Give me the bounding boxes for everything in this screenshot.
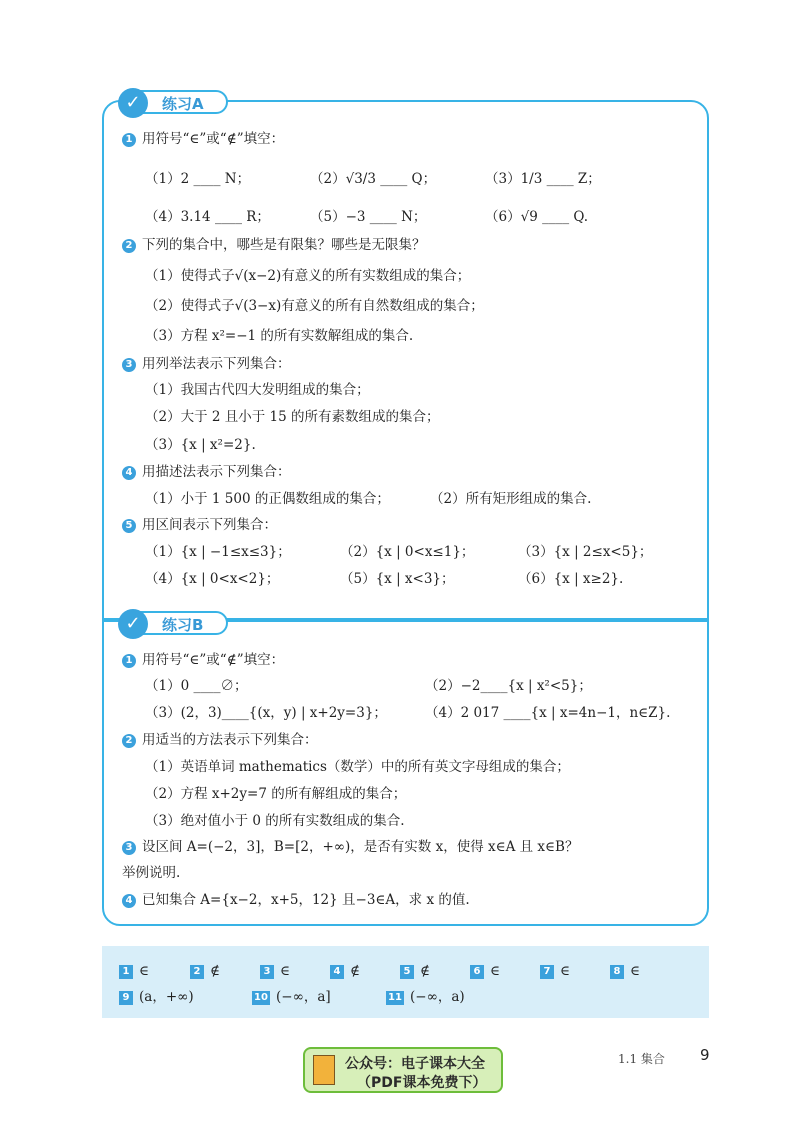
answer-number: 6 bbox=[470, 965, 484, 979]
answer-number: 11 bbox=[386, 991, 404, 1005]
a-q5-item: （4）{x | 0<x<2}； bbox=[145, 571, 280, 587]
answer-number: 7 bbox=[540, 965, 554, 979]
book-icon bbox=[313, 1055, 335, 1085]
a-q5-text: 用区间表示下列集合： bbox=[142, 517, 277, 533]
a-q1-text: 用符号“∈”或“∉”填空： bbox=[142, 131, 285, 147]
a-q3-item: （2）大于 2 且小于 15 的所有素数组成的集合； bbox=[145, 409, 440, 425]
answer-item bbox=[260, 962, 290, 980]
b-q4-text: 已知集合 A={x−2，x+5，12} 且−3∈A，求 x 的值. bbox=[142, 892, 470, 908]
a-q5 bbox=[122, 516, 277, 534]
stamp-line-2: （PDF课本免费下） bbox=[357, 1075, 487, 1091]
exercise-a-tab bbox=[120, 90, 228, 114]
a-q2-number: 2 bbox=[122, 239, 136, 253]
answer-number: 9 bbox=[119, 991, 133, 1005]
b-q2-number: 2 bbox=[122, 734, 136, 748]
b-q2-text: 用适当的方法表示下列集合： bbox=[142, 732, 318, 748]
answer-item bbox=[610, 962, 640, 980]
a-q5-item: （2）{x | 0<x≤1}； bbox=[340, 544, 475, 560]
b-q1 bbox=[122, 651, 284, 669]
answer-item bbox=[400, 962, 430, 980]
a-q3-number: 3 bbox=[122, 358, 136, 372]
a-q4 bbox=[122, 463, 291, 481]
a-q3-text: 用列举法表示下列集合： bbox=[142, 356, 291, 372]
wechat-stamp bbox=[303, 1047, 503, 1093]
answer-value: ∉ bbox=[210, 963, 220, 979]
exercise-b-title: 练习B bbox=[162, 616, 204, 634]
answer-value: (a，+∞) bbox=[139, 989, 194, 1005]
a-q2-item: （2）使得式子√(3−x)有意义的所有自然数组成的集合； bbox=[145, 298, 484, 314]
b-q1-text: 用符号“∈”或“∉”填空： bbox=[142, 652, 285, 668]
b-q2-item: （1）英语单词 mathematics（数学）中的所有英文字母组成的集合； bbox=[145, 759, 570, 775]
a-q2 bbox=[122, 236, 426, 254]
answer-item bbox=[119, 962, 149, 980]
a-q3 bbox=[122, 355, 291, 373]
answer-value: ∈ bbox=[139, 963, 149, 979]
b-q4 bbox=[122, 891, 470, 909]
b-q1-item: （2）−2____{x | x²<5}； bbox=[425, 678, 592, 694]
answer-value: ∈ bbox=[280, 963, 290, 979]
answer-item bbox=[190, 962, 220, 980]
a-q5-item: （1）{x | −1≤x≤3}； bbox=[145, 544, 291, 560]
a-q2-text: 下列的集合中，哪些是有限集？哪些是无限集？ bbox=[142, 237, 426, 253]
b-q1-number: 1 bbox=[122, 654, 136, 668]
answer-item bbox=[540, 962, 570, 980]
exercise-b-tab bbox=[120, 611, 228, 635]
answer-number: 10 bbox=[252, 991, 270, 1005]
answer-item bbox=[252, 988, 331, 1006]
b-q3 bbox=[122, 838, 578, 856]
a-q4-text: 用描述法表示下列集合： bbox=[142, 464, 291, 480]
stamp-line-1: 公众号：电子课本大全 bbox=[345, 1056, 485, 1072]
answer-number: 2 bbox=[190, 965, 204, 979]
a-q1-item: （2）√3/3 ____ Q； bbox=[310, 171, 437, 187]
a-q1-item: （3）1/3 ____ Z； bbox=[485, 171, 601, 187]
a-q4-number: 4 bbox=[122, 466, 136, 480]
answer-item bbox=[470, 962, 500, 980]
answers-panel bbox=[102, 946, 709, 1018]
a-q1-item: （6）√9 ____ Q. bbox=[485, 209, 589, 225]
b-q2-item: （3）绝对值小于 0 的所有实数组成的集合. bbox=[145, 813, 405, 829]
b-q3-text-continued: 举例说明. bbox=[122, 865, 181, 881]
answer-item bbox=[119, 988, 194, 1006]
a-q1-item: （4）3.14 ____ R； bbox=[145, 209, 270, 225]
check-icon: ✓ bbox=[118, 88, 148, 118]
a-q3-item: （3）{x | x²=2}. bbox=[145, 437, 256, 453]
b-q3-text: 设区间 A=(−2，3]，B=[2，+∞)，是否有实数 x，使得 x∈A 且 x∈B？ bbox=[142, 839, 579, 855]
answer-number: 8 bbox=[610, 965, 624, 979]
answer-value: (−∞，a] bbox=[276, 989, 331, 1005]
check-icon: ✓ bbox=[118, 609, 148, 639]
answer-number: 5 bbox=[400, 965, 414, 979]
b-q2-item: （2）方程 x+2y=7 的所有解组成的集合； bbox=[145, 786, 407, 802]
a-q1-item: （5）−3 ____ N； bbox=[310, 209, 427, 225]
a-q5-number: 5 bbox=[122, 519, 136, 533]
a-q3-item: （1）我国古代四大发明组成的集合； bbox=[145, 382, 370, 398]
b-q2 bbox=[122, 731, 318, 749]
answer-item bbox=[330, 962, 360, 980]
a-q2-item: （1）使得式子√(x−2)有意义的所有实数组成的集合； bbox=[145, 268, 471, 284]
b-q1-item: （4）2 017 ____{x | x=4n−1，n∈Z}. bbox=[425, 705, 671, 721]
a-q4-item: （2）所有矩形组成的集合. bbox=[430, 491, 592, 507]
answer-item bbox=[386, 988, 465, 1006]
a-q1-item: （1）2 ____ N； bbox=[145, 171, 251, 187]
b-q1-item: （3）(2，3)____{(x，y) | x+2y=3}； bbox=[145, 705, 387, 721]
answer-value: ∉ bbox=[420, 963, 430, 979]
answer-value: ∉ bbox=[350, 963, 360, 979]
footer-section: 1.1 集合 bbox=[618, 1052, 665, 1066]
b-q3-number: 3 bbox=[122, 841, 136, 855]
b-q1-item: （1）0 ____∅； bbox=[145, 678, 248, 694]
a-q4-item: （1）小于 1 500 的正偶数组成的集合； bbox=[145, 491, 390, 507]
answer-value: ∈ bbox=[630, 963, 640, 979]
a-q1-number: 1 bbox=[122, 133, 136, 147]
a-q5-item: （3）{x | 2≤x<5}； bbox=[518, 544, 653, 560]
a-q5-item: （5）{x | x<3}； bbox=[340, 571, 455, 587]
a-q1 bbox=[122, 130, 284, 148]
exercise-a-title: 练习A bbox=[162, 95, 204, 113]
answer-number: 4 bbox=[330, 965, 344, 979]
page-number: 9 bbox=[700, 1046, 710, 1064]
answer-number: 3 bbox=[260, 965, 274, 979]
a-q5-item: （6）{x | x≥2}. bbox=[518, 571, 624, 587]
answer-value: ∈ bbox=[490, 963, 500, 979]
answer-value: ∈ bbox=[560, 963, 570, 979]
answer-number: 1 bbox=[119, 965, 133, 979]
b-q4-number: 4 bbox=[122, 894, 136, 908]
answer-value: (−∞，a) bbox=[410, 989, 465, 1005]
a-q2-item: （3）方程 x²=−1 的所有实数解组成的集合. bbox=[145, 328, 414, 344]
